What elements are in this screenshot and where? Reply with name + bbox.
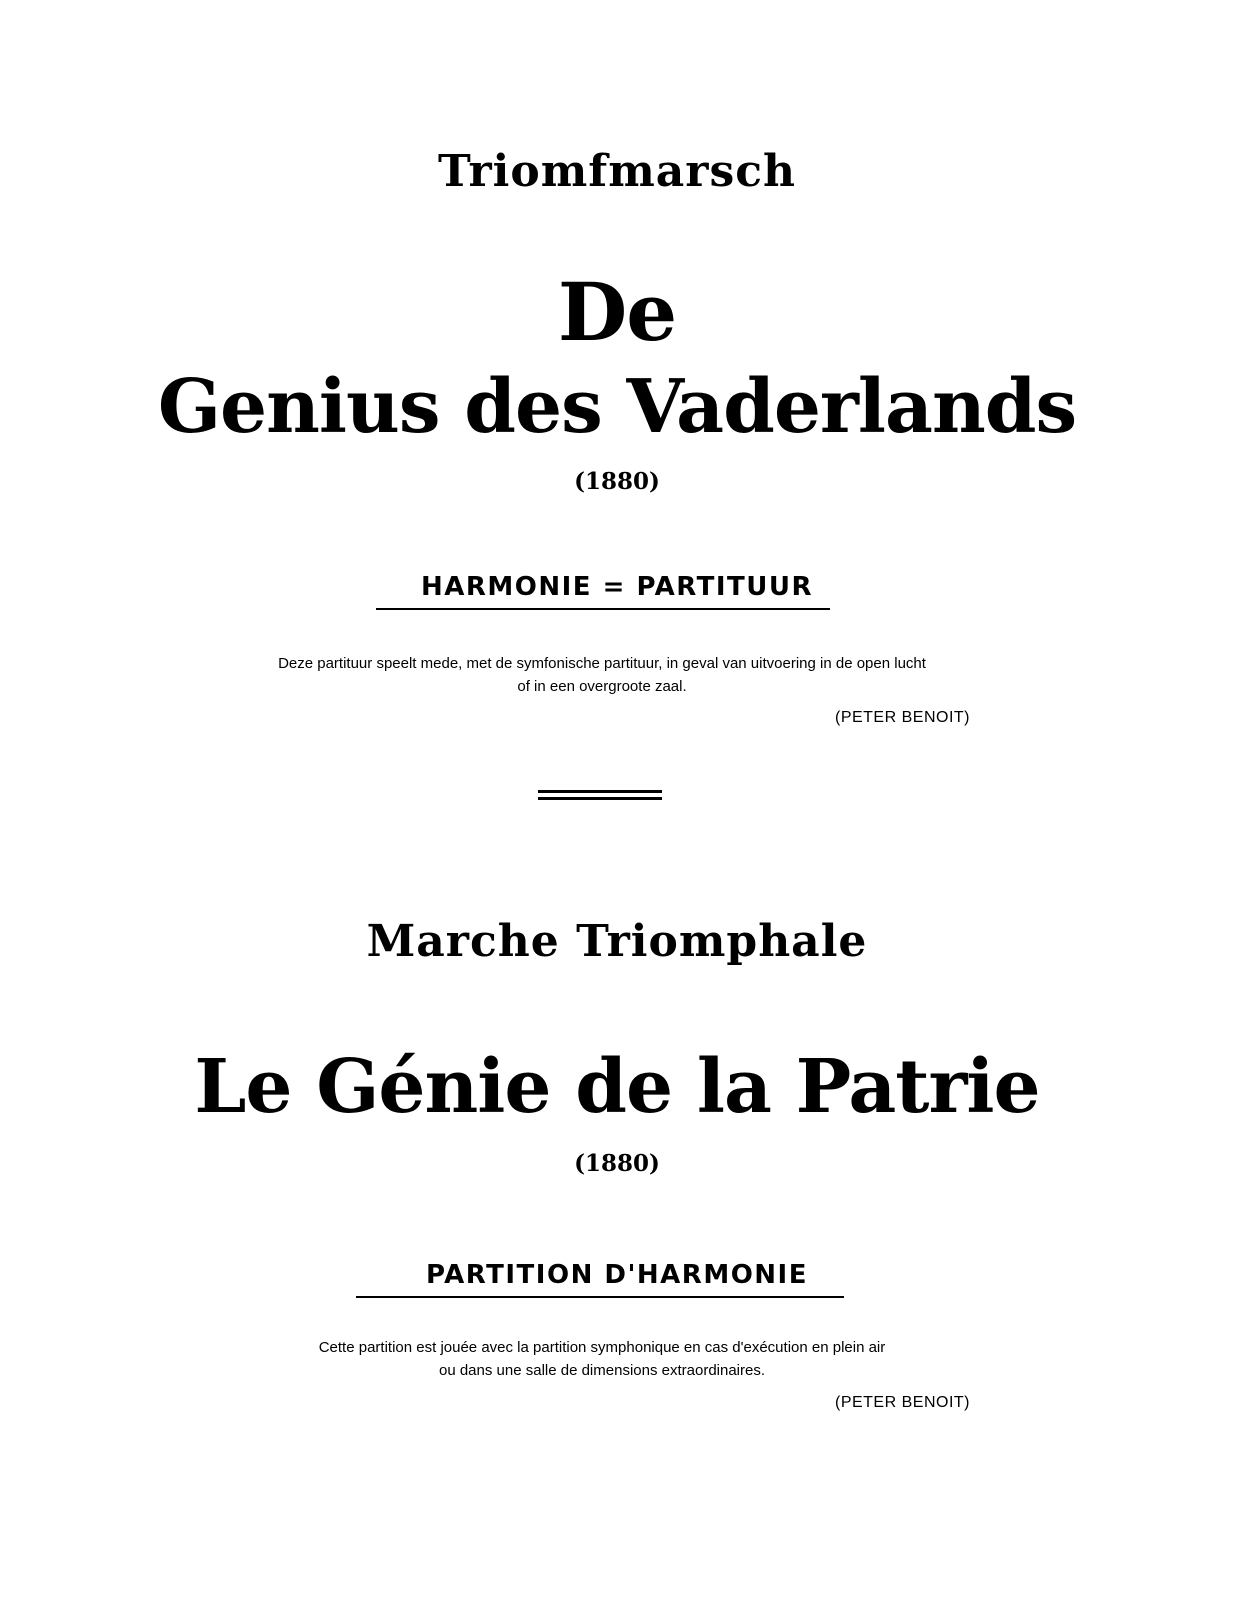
french-heading-underline [356,1296,844,1298]
french-subtitle: Marche Triomphale [366,916,868,967]
french-note-line2: ou dans une salle de dimensions extraordinaires. [438,1362,766,1379]
dutch-note-line2: of in een overgroote zaal. [517,678,687,695]
dutch-subtitle: Triomfmarsch [437,146,797,197]
dutch-heading-underline [376,608,830,610]
dutch-title-line1: De [557,265,677,359]
french-attribution: (PETER BENOIT) [834,1394,970,1411]
french-title: Le Génie de la Patrie [194,1044,1040,1130]
french-year: (1880) [574,1150,660,1177]
dutch-note-line1: Deze partituur speelt mede, met de symfonische partituur, in geval van uitvoering in de open lucht [278,655,926,672]
section-divider-bottom [538,797,662,800]
section-divider-top [538,790,662,793]
french-note-line1: Cette partition est jouée avec la partition symphonique en cas d'exécution en plein air [318,1339,886,1356]
dutch-section-heading: HARMONIE = PARTITUUR [421,572,813,602]
dutch-title-line2: Genius des Vaderlands [157,364,1077,450]
dutch-year: (1880) [574,468,660,495]
french-note [200,1336,1004,1382]
french-section-heading: PARTITION D'HARMONIE [426,1260,808,1290]
dutch-attribution: (PETER BENOIT) [834,709,970,726]
dutch-note [180,652,1024,698]
